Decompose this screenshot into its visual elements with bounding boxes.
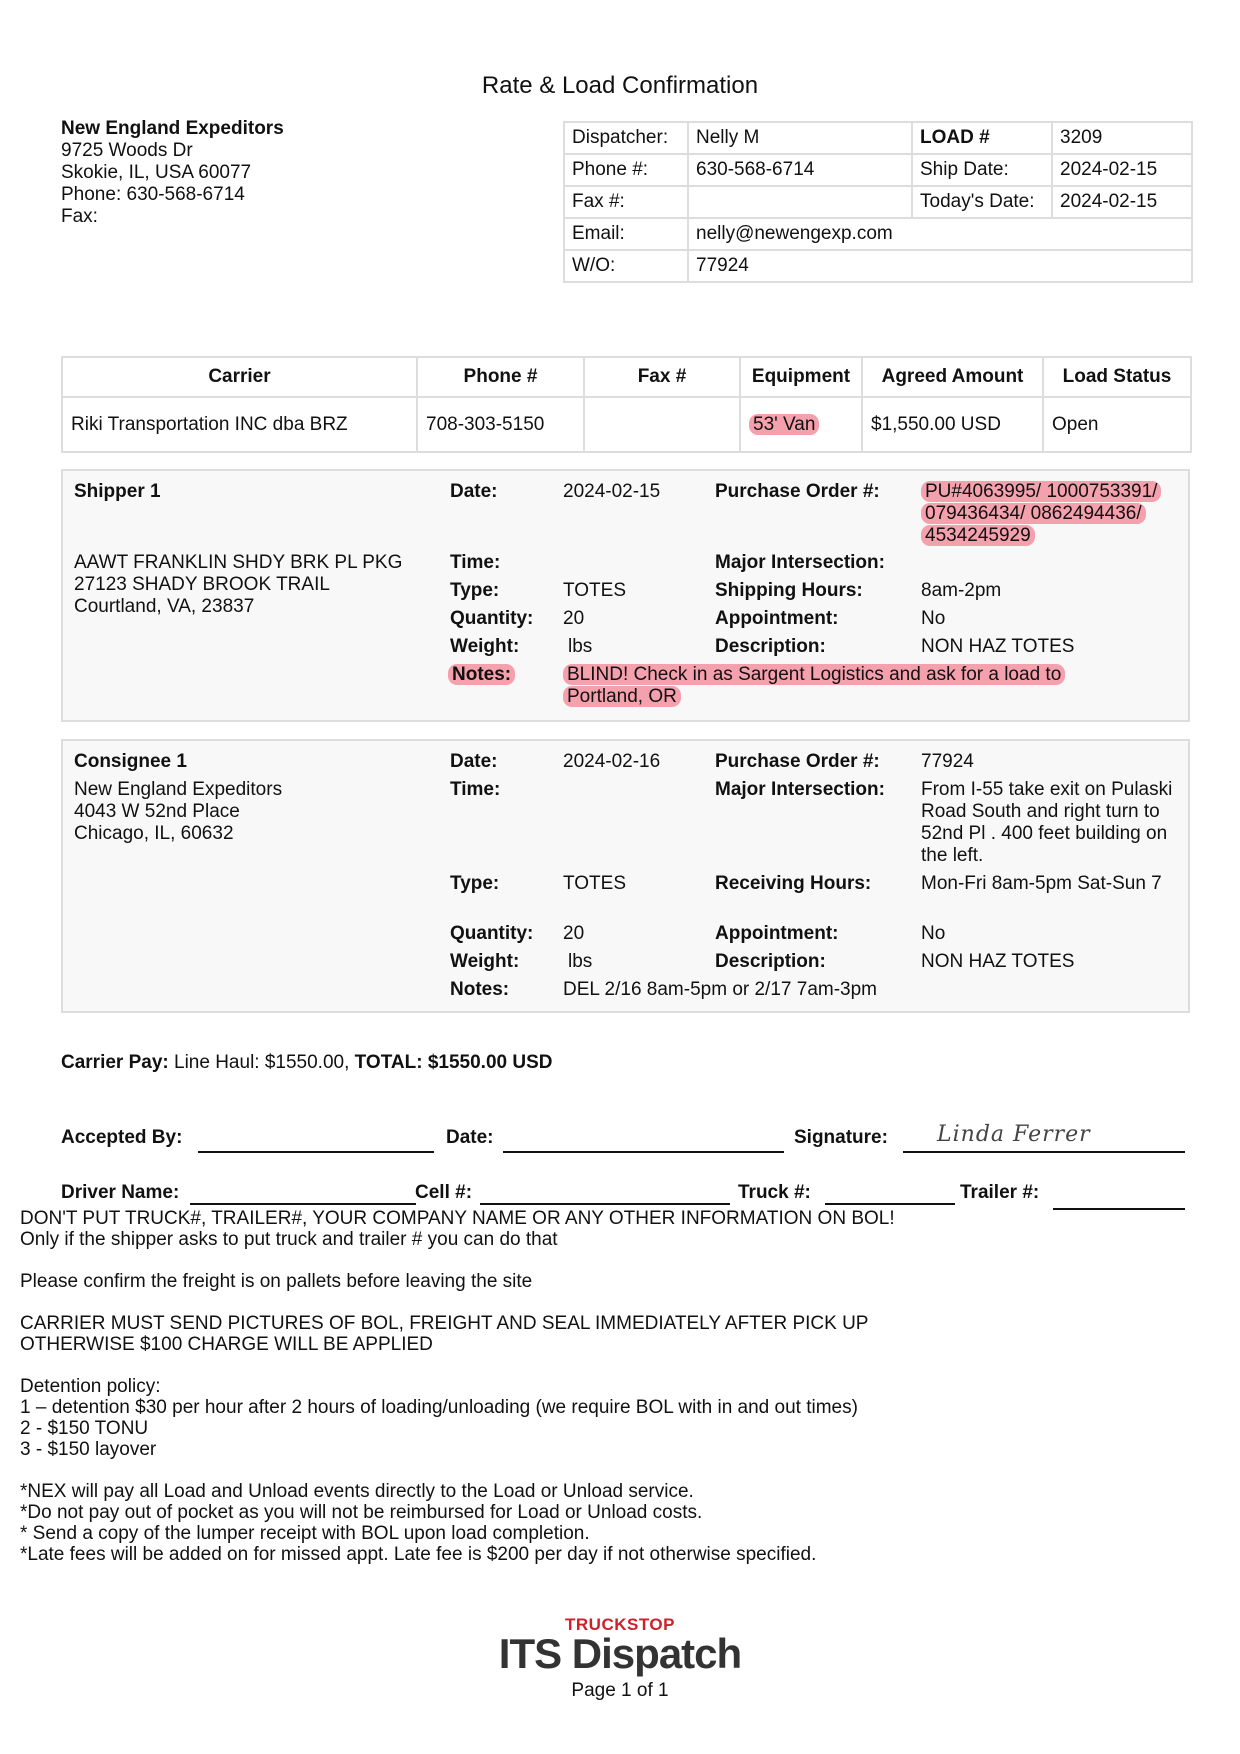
shipper-po-line2 <box>921 503 1146 525</box>
shipper-date-value: 2024-02-15 <box>563 481 661 502</box>
shipper-name: AAWT FRANKLIN SHDY BRK PL PKG <box>74 552 403 573</box>
accept-date-label: Date: <box>446 1127 494 1148</box>
consignee-weight-value: lbs <box>568 951 593 972</box>
dispatch-phone-value: 630-568-6714 <box>688 154 912 186</box>
consignee-type-label: Type: <box>450 873 500 894</box>
dispatch-email-label: Email: <box>564 218 688 250</box>
notes-line: *Late fees will be added on for missed appt. Late fee is $200 per day if not otherwise specified. <box>20 1544 817 1565</box>
dispatcher-value: Nelly M <box>688 122 912 154</box>
consignee-name: New England Expeditors <box>74 779 283 800</box>
notes-line: 2 - $150 TONU <box>20 1418 149 1439</box>
shipper-po-label: Purchase Order #: <box>715 481 880 502</box>
consignee-date-label: Date: <box>450 751 498 772</box>
phone-column-header: Phone # <box>417 357 584 397</box>
dispatch-email-value: nelly@newengexp.com <box>688 218 1192 250</box>
consignee-hours-value: Mon-Fri 8am-5pm Sat-Sun 7 <box>921 873 1162 894</box>
consignee-hours-label: Receiving Hours: <box>715 873 872 894</box>
todays-date-value: 2024-02-15 <box>1052 186 1192 218</box>
accepted-by-line[interactable] <box>198 1131 434 1153</box>
equipment-cell <box>740 397 862 452</box>
notes-line: Please confirm the freight is on pallets before leaving the site <box>20 1271 533 1292</box>
notes-line: Only if the shipper asks to put truck and trailer # you can do that <box>20 1229 558 1250</box>
shipper-po-highlight: PU#4063995/ 1000753391/ <box>921 481 1161 502</box>
its-dispatch-logo: ITS Dispatch <box>498 1630 742 1677</box>
carrier-phone-cell: 708-303-5150 <box>417 397 584 452</box>
shipper-quantity-label: Quantity: <box>450 608 534 629</box>
fax-column-header: Fax # <box>584 357 740 397</box>
consignee-address-line2: Chicago, IL, 60632 <box>74 823 234 844</box>
notes-line <box>20 1292 895 1313</box>
notes-line: *Do not pay out of pocket as you will not be reimbursed for Load or Unload costs. <box>20 1502 703 1523</box>
shipper-po-highlight: 4534245929 <box>921 525 1035 546</box>
carrier-pay-label: Carrier Pay: <box>61 1052 169 1073</box>
load-status-column-header: Load Status <box>1043 357 1191 397</box>
carrier-table-header-row <box>62 357 1191 397</box>
ship-date-label: Ship Date: <box>912 154 1052 186</box>
shipper-po-highlight: 079436434/ 0862494436/ <box>921 503 1146 524</box>
driver-name-label: Driver Name: <box>61 1182 180 1203</box>
work-order-value: 77924 <box>688 250 1192 282</box>
carrier-pay-line <box>61 1052 552 1074</box>
consignee-type-value: TOTES <box>563 873 626 894</box>
consignee-time-label: Time: <box>450 779 501 800</box>
signature-label: Signature: <box>794 1127 888 1148</box>
trailer-line[interactable] <box>1053 1185 1185 1210</box>
shipper-address-line1: 27123 SHADY BROOK TRAIL <box>74 574 330 595</box>
shipper-type-label: Type: <box>450 580 500 601</box>
consignee-major-intersection-label: Major Intersection: <box>715 779 885 800</box>
shipper-po-line3 <box>921 525 1035 547</box>
consignee-notes-label: Notes: <box>450 979 510 1000</box>
trailer-label: Trailer #: <box>960 1182 1040 1203</box>
handwritten-signature: Linda Ferrer <box>937 1122 1091 1147</box>
carrier-name-cell: Riki Transportation INC dba BRZ <box>62 397 417 452</box>
shipper-notes-label-highlight: Notes: <box>448 664 515 685</box>
shipper-hours-label: Shipping Hours: <box>715 580 863 601</box>
consignee-notes-value: DEL 2/16 8am-5pm or 2/17 7am-3pm <box>563 979 878 1000</box>
load-number-label: LOAD # <box>912 122 1052 154</box>
shipper-notes-highlight: Portland, OR <box>563 686 681 707</box>
notes-line: * Send a copy of the lumper receipt with BOL upon load completion. <box>20 1523 590 1544</box>
shipper-description-label: Description: <box>715 636 826 657</box>
shipper-section <box>61 469 1190 722</box>
shipper-description-value: NON HAZ TOTES <box>921 636 1075 657</box>
consignee-appointment-value: No <box>921 923 946 944</box>
shipper-notes-label <box>448 664 515 686</box>
dispatch-fax-label: Fax #: <box>564 186 688 218</box>
ship-date-value: 2024-02-15 <box>1052 154 1192 186</box>
page-title: Rate & Load Confirmation <box>481 72 759 99</box>
agreed-amount-column-header: Agreed Amount <box>862 357 1043 397</box>
company-address-line2: Skokie, IL, USA 60077 <box>61 162 252 183</box>
carrier-table <box>61 356 1192 453</box>
company-fax: Fax: <box>61 206 98 227</box>
carrier-pay-line-haul: Line Haul: $1550.00, <box>168 1052 355 1073</box>
carrier-column-header: Carrier <box>62 357 417 397</box>
shipper-hours-value: 8am-2pm <box>921 580 1002 601</box>
shipper-appointment-label: Appointment: <box>715 608 839 629</box>
shipper-quantity-value: 20 <box>563 608 585 629</box>
consignee-quantity-value: 20 <box>563 923 585 944</box>
equipment-column-header: Equipment <box>740 357 862 397</box>
shipper-address-line2: Courtland, VA, 23837 <box>74 596 255 617</box>
dispatch-phone-label: Phone #: <box>564 154 688 186</box>
shipper-date-label: Date: <box>450 481 498 502</box>
consignee-date-value: 2024-02-16 <box>563 751 661 772</box>
accept-date-line[interactable] <box>503 1131 784 1153</box>
consignee-description-label: Description: <box>715 951 826 972</box>
truckstop-logo-text: TRUCKSTOP <box>565 1615 675 1634</box>
shipper-notes-line2 <box>563 686 681 708</box>
table-row <box>62 397 1191 452</box>
company-phone: Phone: 630-568-6714 <box>61 184 245 205</box>
notes-line: *NEX will pay all Load and Unload events directly to the Load or Unload service. <box>20 1481 694 1502</box>
shipper-weight-label: Weight: <box>450 636 520 657</box>
consignee-heading: Consignee 1 <box>74 751 187 772</box>
load-number-value: 3209 <box>1052 122 1192 154</box>
equipment-highlight: 53' Van <box>749 414 819 435</box>
shipper-weight-value: lbs <box>568 636 593 657</box>
company-address-line1: 9725 Woods Dr <box>61 140 193 161</box>
accepted-by-label: Accepted By: <box>61 1127 183 1148</box>
company-name: New England Expeditors <box>61 118 284 139</box>
notes-line <box>20 1460 895 1481</box>
work-order-label: W/O: <box>564 250 688 282</box>
notes-line <box>20 1250 895 1271</box>
consignee-appointment-label: Appointment: <box>715 923 839 944</box>
shipper-type-value: TOTES <box>563 580 626 601</box>
shipper-major-intersection-label: Major Intersection: <box>715 552 885 573</box>
carrier-pay-total: TOTAL: $1550.00 USD <box>354 1052 553 1073</box>
cell-label: Cell #: <box>415 1182 473 1203</box>
carrier-fax-cell <box>584 397 740 452</box>
shipper-time-label: Time: <box>450 552 501 573</box>
cell-line[interactable] <box>480 1185 730 1205</box>
dispatcher-label: Dispatcher: <box>564 122 688 154</box>
load-status-cell: Open <box>1043 397 1191 452</box>
dispatch-info-table <box>563 121 1193 283</box>
shipper-notes-highlight: BLIND! Check in as Sargent Logistics and ask for a load to <box>563 664 1065 685</box>
notes-line: 3 - $150 layover <box>20 1439 157 1460</box>
notes-line: OTHERWISE $100 CHARGE WILL BE APPLIED <box>20 1334 433 1355</box>
shipper-notes-line1 <box>563 664 1065 686</box>
consignee-po-label: Purchase Order #: <box>715 751 880 772</box>
notes-line: CARRIER MUST SEND PICTURES OF BOL, FREIGHT AND SEAL IMMEDIATELY AFTER PICK UP <box>20 1313 869 1334</box>
consignee-address-line1: 4043 W 52nd Place <box>74 801 240 822</box>
consignee-section <box>61 739 1190 1013</box>
consignee-weight-label: Weight: <box>450 951 520 972</box>
notes-line: DON'T PUT TRUCK#, TRAILER#, YOUR COMPANY NAME OR ANY OTHER INFORMATION ON BOL! <box>20 1208 895 1229</box>
consignee-po-value: 77924 <box>921 751 974 772</box>
shipper-appointment-value: No <box>921 608 946 629</box>
todays-date-label: Today's Date: <box>912 186 1052 218</box>
dispatch-fax-value <box>688 186 912 218</box>
consignee-description-value: NON HAZ TOTES <box>921 951 1075 972</box>
driver-name-line[interactable] <box>190 1185 416 1205</box>
shipper-po-line1 <box>921 481 1161 503</box>
page-number: Page 1 of 1 <box>571 1680 669 1701</box>
notes-line <box>20 1355 895 1376</box>
terms-notes-block <box>20 1208 895 1565</box>
truck-line[interactable] <box>825 1185 955 1205</box>
notes-line: Detention policy: <box>20 1376 161 1397</box>
notes-line: 1 – detention $30 per hour after 2 hours of loading/unloading (we require BOL with in and out times) <box>20 1397 858 1418</box>
company-block <box>61 118 284 228</box>
agreed-amount-cell: $1,550.00 USD <box>862 397 1043 452</box>
truck-label: Truck #: <box>738 1182 811 1203</box>
shipper-heading: Shipper 1 <box>74 481 161 502</box>
consignee-quantity-label: Quantity: <box>450 923 534 944</box>
consignee-major-intersection-value: From I-55 take exit on Pulaski Road South and right turn to 52nd Pl . 400 feet building on the left. <box>921 779 1173 866</box>
